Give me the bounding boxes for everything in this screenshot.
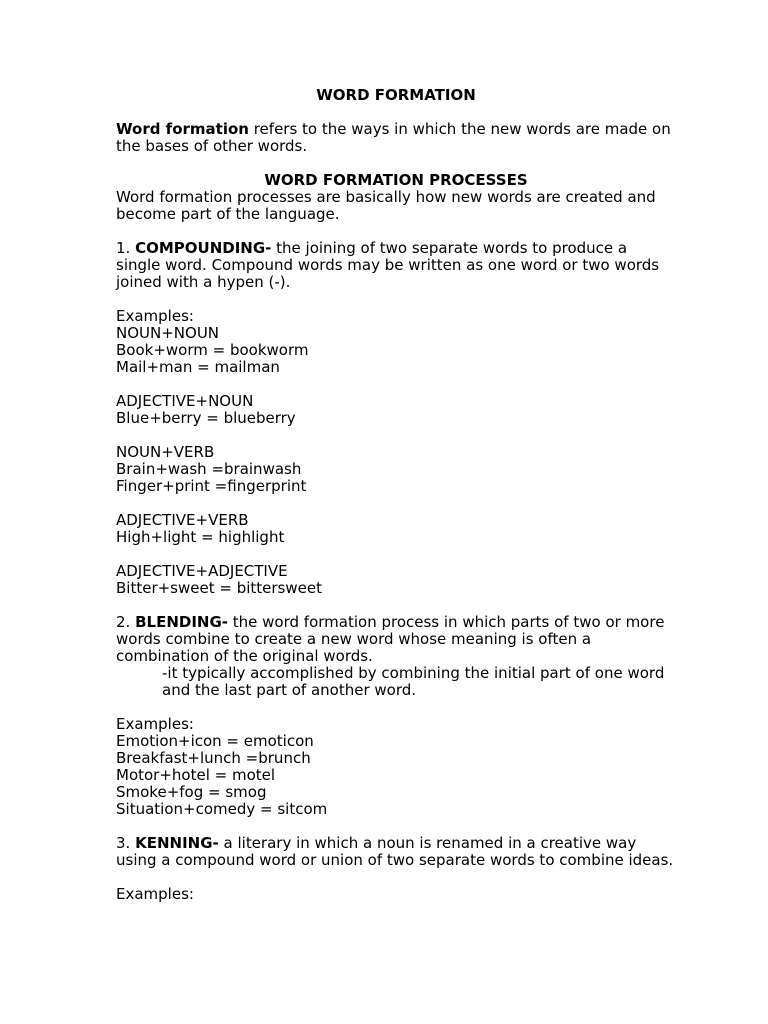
example-item: Smoke+fog = smog: [116, 783, 267, 801]
group-heading: NOUN+NOUN: [116, 324, 220, 342]
compounding-definition: [116, 240, 676, 291]
blending-examples-label: Examples:: [116, 715, 194, 733]
group-heading: ADJECTIVE+NOUN: [116, 392, 254, 410]
example-item: Emotion+icon = emoticon: [116, 732, 314, 750]
example-item: Breakfast+lunch =brunch: [116, 749, 311, 767]
processes-text: Word formation processes are basically how new words are created and become part of the language.: [116, 188, 656, 223]
document-title: WORD FORMATION: [316, 86, 476, 104]
section-number: 2.: [116, 613, 136, 631]
document-page: [116, 87, 676, 903]
example-item: Finger+print =fingerprint: [116, 477, 307, 495]
group-heading: NOUN+VERB: [116, 443, 215, 461]
compounding-term: COMPOUNDING-: [135, 239, 272, 257]
intro-text: refers to the ways in which the new words are made on the bases of other words.: [116, 120, 671, 155]
intro-term: Word formation: [116, 120, 249, 138]
example-item: Brain+wash =brainwash: [116, 460, 302, 478]
blending-text: the word formation process in which parts of two or more words combine to create a new word whose meaning is often a combination of the original words.: [116, 613, 665, 665]
blending-term: BLENDING-: [135, 613, 229, 631]
example-item: Mail+man = mailman: [116, 358, 280, 376]
processes-heading: WORD FORMATION PROCESSES: [264, 171, 528, 189]
kenning-examples-label: Examples:: [116, 885, 194, 903]
kenning-definition: [116, 835, 676, 869]
kenning-term: KENNING-: [135, 834, 219, 852]
section-number: 3.: [116, 834, 136, 852]
example-item: Blue+berry = blueberry: [116, 409, 296, 427]
example-item: Book+worm = bookworm: [116, 341, 309, 359]
example-item: Bitter+sweet = bittersweet: [116, 579, 322, 597]
example-item: High+light = highlight: [116, 528, 285, 546]
group-heading: ADJECTIVE+ADJECTIVE: [116, 562, 288, 580]
blending-note: -it typically accomplished by combining the initial part of one word and the last part of another word.: [162, 664, 665, 699]
example-item: Situation+comedy = sitcom: [116, 800, 328, 818]
compounding-examples-label: Examples:: [116, 307, 194, 325]
example-item: Motor+hotel = motel: [116, 766, 276, 784]
intro-paragraph: [116, 121, 676, 155]
compounding-text: the joining of two separate words to produce a single word. Compound words may be written as one word or two words joined with a hypen (-).: [116, 239, 660, 291]
group-heading: ADJECTIVE+VERB: [116, 511, 249, 529]
section-number: 1.: [116, 239, 136, 257]
kenning-text: a literary in which a noun is renamed in a creative way using a compound word or union of two separate words to combine ideas.: [116, 834, 674, 869]
blending-definition: [116, 614, 676, 665]
